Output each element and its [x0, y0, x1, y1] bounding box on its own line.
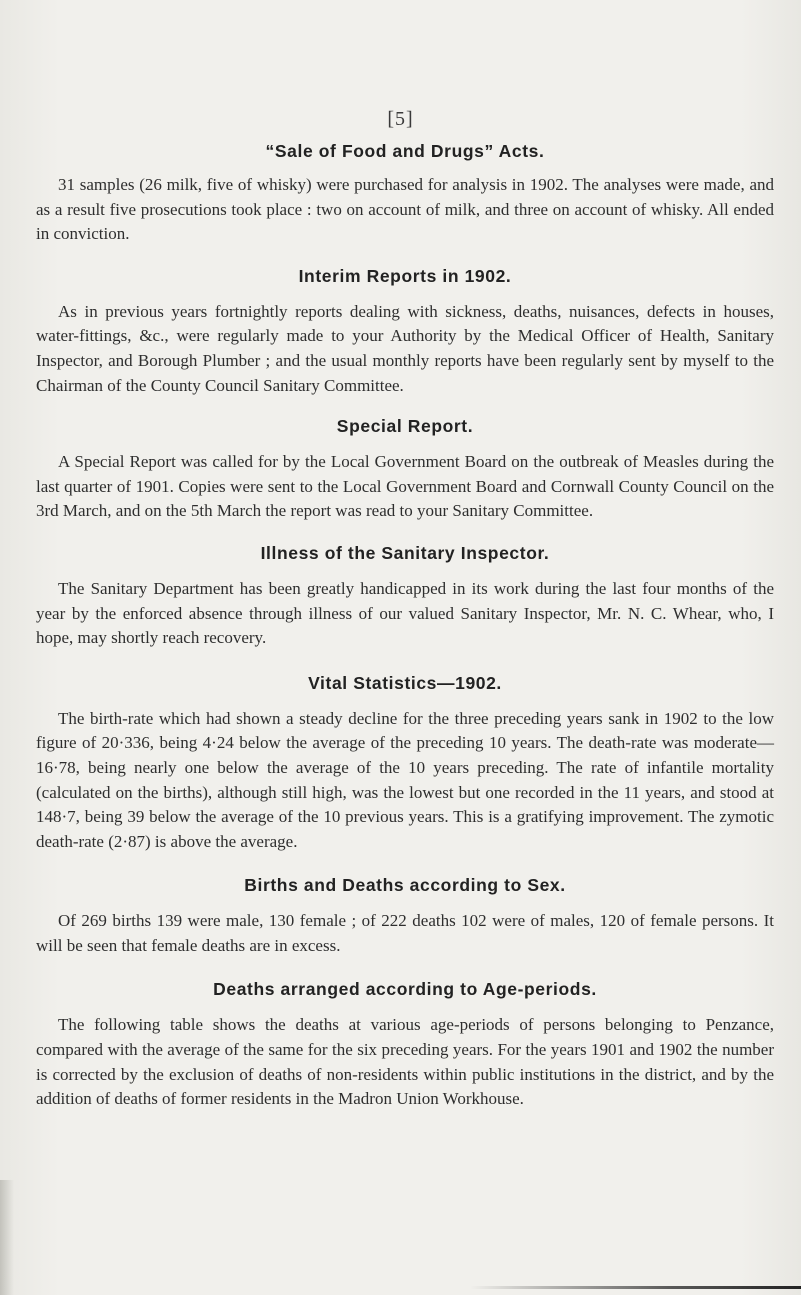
heading-special-report: Special Report. [336, 416, 474, 437]
heading-births-and-deaths-by-sex: Births and Deaths according to Sex. [244, 875, 566, 896]
heading-vital-statistics: Vital Statistics—1902. [308, 672, 502, 693]
paragraph-special-report: A Special Report was called for by the Local Government Board on the outbreak of Measles during the last quarter of 1901. Copies were sent to the Local Government Board and Cornwall County Council on the 3rd March, and on the 5th March the report was read to your Sanitary Committee. [36, 452, 774, 521]
paragraph-vital-statistics: The birth-rate which had shown a steady decline for the three preceding years sank in 1902 to the low figure of 20·336, being 4·24 below the average of the preceding 10 years. The death-rate was moderate—16·78, being nearly one below the average of the 10 years preceding. The rate of infantile mortality (calculated on the births), although still high, was the lowest but one recorded in the 11 years, and stood at 148·7, being 39 below the average of the 10 previous years. This is a gratifying improvement. The zymotic death-rate (2·87) is above the average. [36, 708, 774, 851]
heading-interim-reports: Interim Reports in 1902. [298, 265, 512, 286]
page-number: [5] [387, 108, 414, 130]
paragraph-deaths-by-age-periods: The following table shows the deaths at various age-periods of persons belonging to Penzance, compared with the average of the same for the six preceding years. For the years 1901 and 1902 the number is corrected by the exclusion of deaths of non-residents within public institutions in the district, and by the addition of deaths of former residents in the Madron Union Workhouse. [36, 1015, 774, 1109]
page-content [36, 138, 774, 1112]
page-edge-shadow [0, 1180, 14, 1295]
heading-sale-of-food-and-drugs: “Sale of Food and Drugs” Acts. [265, 141, 545, 161]
paragraph-illness-of-sanitary-inspector: The Sanitary Department has been greatly handicapped in its work during the last four months of the year by the enforced absence through illness of our valued Sanitary Inspector, Mr. N. C. Whear, who, I hope, may shortly reach recovery. [36, 578, 774, 648]
bottom-edge-rule [470, 1286, 801, 1289]
heading-deaths-by-age-periods: Deaths arranged according to Age-periods. [213, 979, 597, 1000]
paragraph-interim-reports: As in previous years fortnightly reports dealing with sickness, deaths, nuisances, defects in houses, water-fittings, &c., were regularly made to your Authority by the Medical Officer of Health, Sanitary Inspector, and Borough Plumber ; and the usual monthly reports have been regularly sent by myself to the Chairman of the County Council Sanitary Committee. [36, 301, 774, 395]
paragraph-sale-of-food-and-drugs: 31 samples (26 milk, five of whisky) were purchased for analysis in 1902. The analyses were made, and as a result five prosecutions took place : two on account of milk, and three on account of whisky. All ended in conviction. [36, 175, 774, 244]
paragraph-births-and-deaths-by-sex: Of 269 births 139 were male, 130 female ; of 222 deaths 102 were of males, 120 of female persons. It will be seen that female deaths are in excess. [36, 911, 774, 955]
heading-illness-of-sanitary-inspector: Illness of the Sanitary Inspector. [260, 542, 550, 563]
